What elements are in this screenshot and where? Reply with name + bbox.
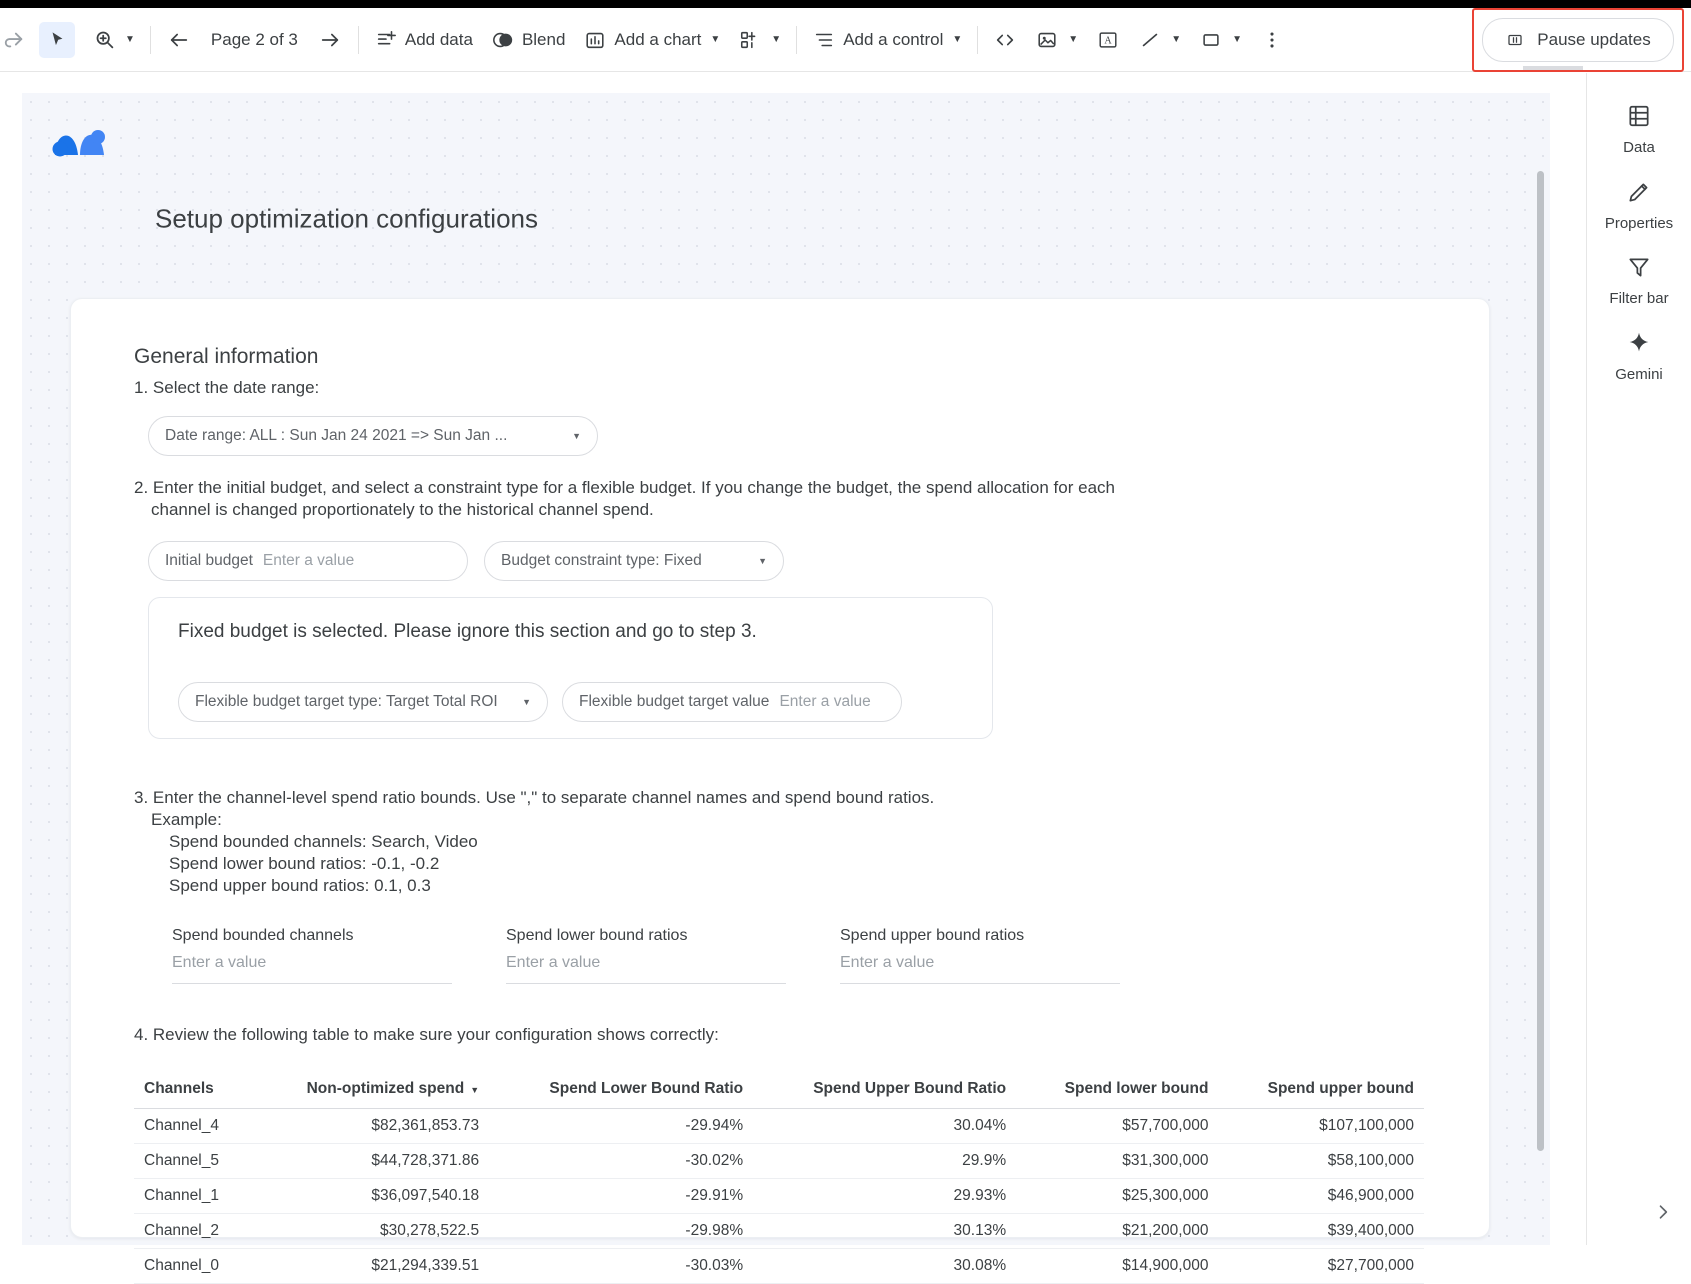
rail-item-label: Gemini [1615, 365, 1663, 383]
pause-icon [1505, 30, 1525, 50]
table-row[interactable] [134, 1179, 1424, 1214]
flexible-budget-target-type-control[interactable] [178, 682, 548, 722]
table-row[interactable] [134, 1144, 1424, 1179]
pause-updates-label: Pause updates [1537, 30, 1651, 49]
configuration-table [134, 1074, 1424, 1284]
budget-constraint-type-label: Budget constraint type: Fixed [501, 552, 702, 569]
column-header-spend-lower-bound[interactable]: Spend lower bound [1016, 1074, 1218, 1109]
spend-bounded-channels-placeholder: Enter a value [172, 954, 267, 971]
blend-button[interactable] [482, 20, 574, 60]
chevron-down-icon: ▼ [758, 556, 767, 566]
date-range-label: Date range: ALL : Sun Jan 24 2021 => Sun Jan ... [165, 427, 508, 444]
cell-lower-bound: $31,300,000 [1016, 1144, 1218, 1179]
cell-lower-ratio: -30.03% [489, 1249, 753, 1284]
rail-item-filter-bar[interactable] [1587, 246, 1691, 322]
initial-budget-label: Initial budget [165, 552, 253, 569]
cell-upper-ratio: 30.13% [753, 1214, 1016, 1249]
toolbar-divider-3 [796, 26, 797, 54]
window-top-strip [0, 0, 1691, 8]
step2-text-line2: channel is changed proportionately to the historical channel spend. [151, 500, 654, 519]
flexible-budget-target-value-field[interactable] [562, 682, 902, 722]
chevron-down-icon: ▼ [1232, 34, 1242, 45]
step3-example-title: Example: [151, 810, 222, 829]
next-page-button[interactable] [314, 24, 346, 56]
cell-non-optimized-spend: $21,294,339.51 [251, 1249, 489, 1284]
cell-non-optimized-spend: $30,278,522.5 [251, 1214, 489, 1249]
cell-lower-ratio: -29.91% [489, 1179, 753, 1214]
pause-updates-highlight [1472, 8, 1684, 72]
spend-bounded-channels-label: Spend bounded channels [172, 927, 354, 944]
rail-item-label: Filter bar [1609, 290, 1669, 308]
rail-item-label: Properties [1604, 214, 1674, 232]
previous-page-button[interactable] [163, 24, 195, 56]
add-control-label: Add a control [843, 29, 944, 49]
chevron-right-icon[interactable] [1653, 1202, 1673, 1227]
control-icon [812, 28, 836, 52]
report-canvas[interactable] [0, 73, 1586, 1274]
spend-lower-bound-ratios-placeholder: Enter a value [506, 954, 601, 971]
cell-non-optimized-spend: $36,097,540.18 [251, 1179, 489, 1214]
section-title-general-information: General information [134, 345, 319, 368]
redo-button[interactable] [0, 20, 35, 60]
cell-channel: Channel_0 [134, 1249, 251, 1284]
chevron-down-icon: ▼ [952, 34, 963, 45]
shape-icon [1199, 28, 1223, 52]
svg-text:A: A [1104, 35, 1112, 47]
blend-icon [491, 28, 515, 52]
chart-icon [583, 28, 607, 52]
sort-descending-icon: ▼ [470, 1085, 480, 1095]
more-vertical-icon [1260, 28, 1284, 52]
step4-text: 4. Review the following table to make sure your configuration shows correctly: [134, 1025, 719, 1044]
image-button[interactable] [1026, 20, 1087, 60]
community-viz-icon [738, 28, 762, 52]
configuration-card [70, 298, 1490, 1274]
flexible-budget-target-value-placeholder: Enter a value [779, 693, 871, 710]
add-chart-label: Add a chart [614, 29, 702, 49]
cell-channel: Channel_5 [134, 1144, 251, 1179]
blend-label: Blend [521, 29, 566, 49]
cell-upper-bound: $46,900,000 [1218, 1179, 1424, 1214]
embed-code-button[interactable] [984, 20, 1026, 60]
page-navigation [157, 24, 352, 56]
spend-lower-bound-ratios-input[interactable] [506, 954, 786, 984]
gemini-sparkle-icon [1626, 330, 1652, 360]
zoom-icon [92, 28, 116, 52]
pencil-icon [1626, 179, 1652, 209]
chevron-down-icon: ▼ [572, 431, 581, 441]
redo-icon [2, 28, 26, 52]
column-header-spend-upper-bound[interactable]: Spend upper bound [1218, 1074, 1424, 1109]
cell-non-optimized-spend: $82,361,853.73 [251, 1109, 489, 1144]
data-panel-icon [1626, 103, 1652, 133]
add-control-button[interactable] [803, 20, 971, 60]
column-header-spend-upper-bound-ratio[interactable]: Spend Upper Bound Ratio [753, 1074, 1016, 1109]
spend-bounded-channels-input[interactable] [172, 954, 452, 984]
initial-budget-placeholder: Enter a value [262, 552, 355, 569]
page-indicator-label: Page 2 of 3 [210, 29, 298, 49]
cell-lower-ratio: -29.98% [489, 1214, 753, 1249]
spend-upper-bound-ratios-placeholder: Enter a value [840, 954, 935, 971]
embed-code-icon [993, 28, 1017, 52]
right-side-panel [1586, 73, 1691, 1245]
community-visualizations-button[interactable] [729, 20, 790, 60]
text-box-icon [1096, 28, 1120, 52]
flexible-budget-target-type-label: Flexible budget target type: Target Total ROI [195, 693, 498, 710]
filter-icon [1626, 254, 1652, 284]
toolbar-divider [150, 26, 151, 54]
zoom-button[interactable] [83, 20, 144, 60]
column-header-spend-lower-bound-ratio[interactable]: Spend Lower Bound Ratio [489, 1074, 753, 1109]
rail-item-gemini[interactable] [1587, 322, 1691, 398]
cell-lower-ratio: -29.94% [489, 1109, 753, 1144]
pause-updates-button[interactable] [1482, 18, 1673, 62]
cell-upper-ratio: 30.04% [753, 1109, 1016, 1144]
cell-upper-bound: $39,400,000 [1218, 1214, 1424, 1249]
cell-upper-bound: $27,700,000 [1218, 1249, 1424, 1284]
initial-budget-field[interactable] [148, 541, 468, 581]
step3-example-line1: Spend bounded channels: Search, Video [169, 832, 478, 851]
text-box-button[interactable] [1087, 20, 1129, 60]
line-button[interactable] [1129, 20, 1190, 60]
table-row[interactable] [134, 1249, 1424, 1284]
step3-example-line3: Spend upper bound ratios: 0.1, 0.3 [169, 876, 431, 895]
meridian-logo [49, 115, 123, 161]
fixed-budget-note: Fixed budget is selected. Please ignore this section and go to step 3. [178, 621, 757, 642]
chevron-down-icon: ▼ [771, 34, 782, 45]
spend-upper-bound-ratios-label: Spend upper bound ratios [840, 927, 1025, 944]
add-data-label: Add data [404, 29, 473, 49]
toolbar-divider-4 [977, 26, 978, 54]
chevron-down-icon: ▼ [1068, 34, 1079, 45]
main-toolbar [0, 8, 1691, 72]
budget-constraint-type-control[interactable] [484, 541, 784, 581]
cell-non-optimized-spend: $44,728,371.86 [251, 1144, 489, 1179]
add-data-button[interactable] [365, 20, 482, 60]
chevron-down-icon: ▼ [522, 697, 531, 707]
cell-lower-bound: $25,300,000 [1016, 1179, 1218, 1214]
spend-upper-bound-ratios-input[interactable] [840, 954, 1120, 984]
table-row[interactable] [134, 1214, 1424, 1249]
chevron-down-icon: ▼ [710, 34, 721, 45]
flexible-budget-target-value-label: Flexible budget target value [579, 693, 770, 710]
add-chart-button[interactable] [574, 20, 729, 60]
spend-lower-bound-ratios-label: Spend lower bound ratios [506, 927, 688, 944]
step3-text: 3. Enter the channel-level spend ratio bounds. Use "," to separate channel names and spend bound ratios. [134, 788, 935, 807]
toolbar-divider-2 [358, 26, 359, 54]
rail-item-label: Data [1623, 139, 1655, 157]
step3-example-line2: Spend lower bound ratios: -0.1, -0.2 [169, 854, 440, 873]
table-header-row [134, 1074, 1424, 1109]
image-icon [1035, 28, 1059, 52]
rail-item-properties[interactable] [1587, 171, 1691, 247]
page-title: Setup optimization configurations [155, 203, 539, 234]
date-range-control[interactable] [148, 416, 598, 456]
cell-lower-bound: $14,900,000 [1016, 1249, 1218, 1284]
cell-upper-bound: $107,100,000 [1218, 1109, 1424, 1144]
step1-text: 1. Select the date range: [134, 378, 320, 397]
cell-upper-bound: $58,100,000 [1218, 1144, 1424, 1179]
report-page [22, 93, 1550, 1274]
column-header-channels[interactable]: Channels [134, 1074, 251, 1109]
rail-item-data[interactable] [1587, 95, 1691, 171]
cell-channel: Channel_1 [134, 1179, 251, 1214]
column-header-non-optimized-spend[interactable] [251, 1074, 489, 1109]
line-icon [1138, 28, 1162, 52]
cell-upper-ratio: 30.08% [753, 1249, 1016, 1284]
cell-upper-ratio: 29.93% [753, 1179, 1016, 1214]
more-options-button[interactable] [1251, 20, 1293, 60]
shape-button[interactable] [1190, 20, 1251, 60]
cell-lower-bound: $21,200,000 [1016, 1214, 1218, 1249]
cell-upper-ratio: 29.9% [753, 1144, 1016, 1179]
step2-text-line1: 2. Enter the initial budget, and select a constraint type for a flexible budget. If you change the budget, the spend allocation for each [134, 478, 1115, 497]
cell-channel: Channel_4 [134, 1109, 251, 1144]
canvas-vertical-scrollbar[interactable] [1537, 171, 1544, 1151]
table-row[interactable] [134, 1109, 1424, 1144]
cell-lower-bound: $57,700,000 [1016, 1109, 1218, 1144]
chevron-down-icon: ▼ [125, 34, 135, 45]
cursor-arrow-icon [45, 28, 69, 52]
cell-lower-ratio: -30.02% [489, 1144, 753, 1179]
add-data-icon [374, 28, 398, 52]
column-header-non-optimized-spend-label: Non-optimized spend [306, 1080, 465, 1097]
toolbar-overflow-indicator [1523, 66, 1583, 70]
cell-channel: Channel_2 [134, 1214, 251, 1249]
chevron-down-icon: ▼ [1171, 34, 1182, 45]
select-tool-button[interactable] [39, 22, 75, 58]
